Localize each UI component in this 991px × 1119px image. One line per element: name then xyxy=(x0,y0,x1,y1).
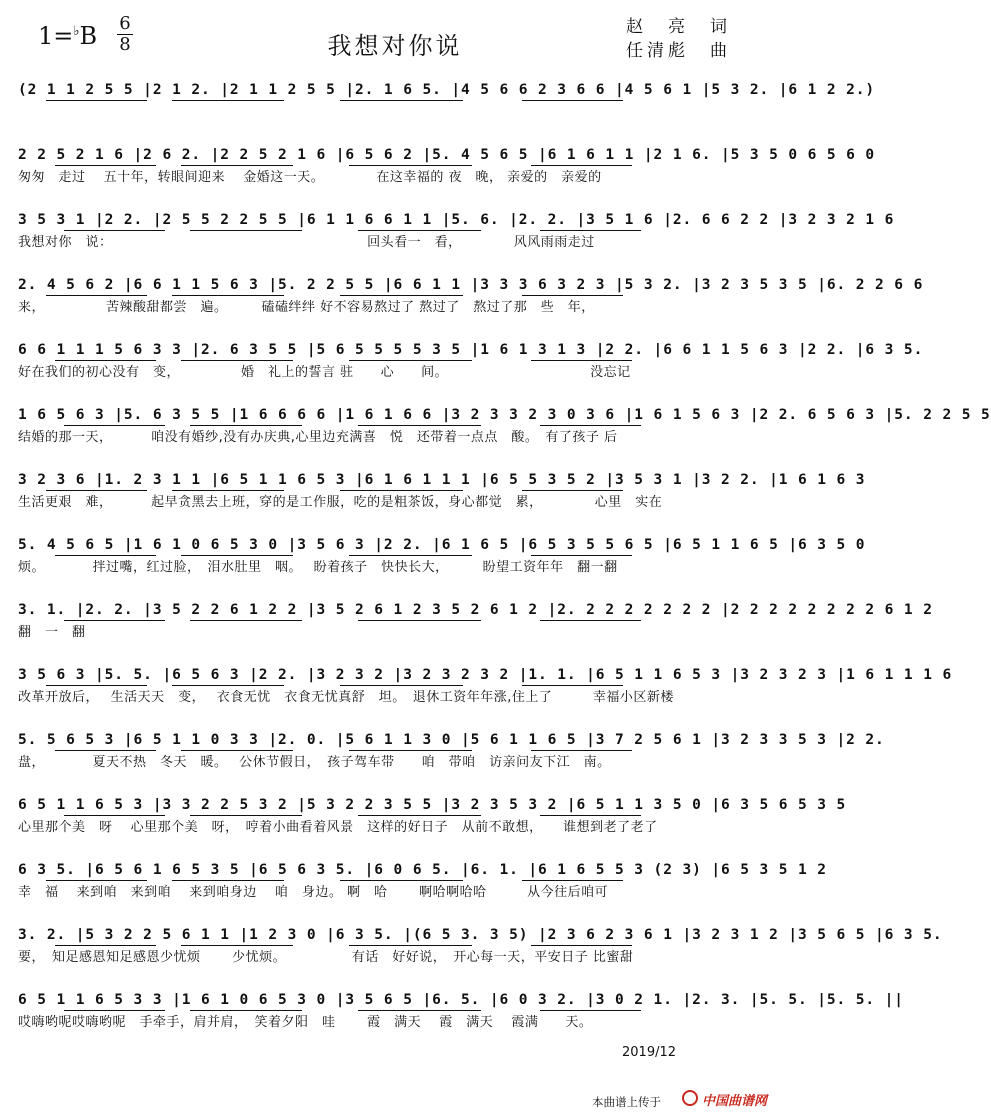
beam-line xyxy=(46,490,147,491)
time-signature-bottom: 8 xyxy=(119,34,131,55)
score-system xyxy=(18,858,827,923)
lyricist-credit: 赵 亮 词 xyxy=(626,17,731,37)
beam-line xyxy=(340,490,463,491)
beam-line xyxy=(340,880,463,881)
beam-line xyxy=(190,425,302,426)
beam-line xyxy=(540,425,641,426)
beam-line xyxy=(55,555,156,556)
site-name-link[interactable]: 中国曲谱网 xyxy=(702,1094,768,1109)
beam-line xyxy=(46,685,147,686)
beam-line xyxy=(190,620,302,621)
beam-line xyxy=(349,945,472,946)
beam-line xyxy=(181,165,293,166)
beam-line xyxy=(64,230,165,231)
beam-line xyxy=(349,555,472,556)
lyric-line: 盘， 夏天不热 冬天 暖。 公休节假日， 孩子驾车带 咱 带咱 访亲问友下江 南。 xyxy=(18,755,611,770)
lyric-line xyxy=(18,102,778,124)
beam-line xyxy=(531,750,632,751)
notation-line: 5. 4 5 6 5 |1 6 1 0 6 5 3 0 |3 5 6 3 |2 2. |6 1 6 5 |6 5 3 5 5 6 5 |6 5 1 1 6 5 |6 3 5 0 xyxy=(18,537,866,553)
lyric-line: 烦。 拌过嘴，红过脸， 泪水肚里 咽。 盼着孩子 快快长大， 盼望工资年年 翻一翻 xyxy=(18,560,618,575)
lyric-line: 改革开放后， 生活天天 变， 衣食无忧 衣食无忧真舒 坦。 退休工资年年涨,住上了 幸福小区新楼 xyxy=(18,690,674,705)
lyric-line: 生活更艰 难， 起早贪黑去上班，穿的是工作服，吃的是粗茶饭，身心都觉 累， 心里 实在 xyxy=(18,495,663,510)
score-system xyxy=(18,338,924,403)
score-system xyxy=(18,663,953,728)
beam-line xyxy=(340,295,463,296)
beam-line xyxy=(55,165,156,166)
site-logo-icon xyxy=(682,1090,698,1106)
beam-line xyxy=(172,685,284,686)
beam-line xyxy=(358,815,481,816)
beam-line xyxy=(531,945,632,946)
time-signature-top: 6 xyxy=(119,13,131,34)
composer-credit: 任清彪 曲 xyxy=(626,41,731,61)
beam-line xyxy=(190,815,302,816)
score-system xyxy=(18,403,991,468)
beam-line xyxy=(64,1010,165,1011)
beam-line xyxy=(190,230,302,231)
lyric-line: 来， 苦辣酸甜都尝 遍。 磕磕绊绊 好不容易熬过了 熬过了 熬过了那 些 年， xyxy=(18,300,595,315)
song-title: 我想对你说 xyxy=(327,32,463,60)
notation-line: 3 2 3 6 |1. 2 3 1 1 |6 5 1 1 6 5 3 |6 1 6 1 1 1 |6 5 5 3 5 2 |3 5 3 1 |3 2 2. |1 6 1 6 3 xyxy=(18,472,866,488)
beam-line xyxy=(349,360,472,361)
beam-line xyxy=(522,490,623,491)
beam-line xyxy=(46,295,147,296)
beam-line xyxy=(55,360,156,361)
beam-line xyxy=(190,1010,302,1011)
beam-line xyxy=(55,945,156,946)
beam-line xyxy=(64,425,165,426)
score-system xyxy=(18,988,904,1053)
beam-line xyxy=(172,100,284,101)
lyric-line: 好在我们的初心没有 变， 婚 礼上的誓言 驻 心 间。 没忘记 xyxy=(18,365,631,380)
score-system xyxy=(18,468,866,533)
notation-line: 5. 5 6 5 3 |6 5 1 1 0 3 3 |2. 0. |5 6 1 1 3 0 |5 6 1 1 6 5 |3 7 2 5 6 1 |3 2 3 3 5 3 |2 2. xyxy=(18,732,885,748)
beam-line xyxy=(181,555,293,556)
score-system xyxy=(18,923,943,988)
notation-line: (2 1 1 2 5 5 |2 1 2. |2 1 1 2 5 5 |2. 1 6 5. |4 5 6 6 2 3 6 6 |4 5 6 1 |5 3 2. |6 1 2 2.) xyxy=(18,82,876,98)
score-system xyxy=(18,273,924,338)
beam-line xyxy=(172,490,284,491)
score-system xyxy=(18,533,866,598)
score-system xyxy=(18,78,876,143)
beam-line xyxy=(522,880,623,881)
score-system xyxy=(18,208,895,273)
beam-line xyxy=(349,165,472,166)
beam-line xyxy=(540,1010,641,1011)
score-system xyxy=(18,598,933,663)
lyric-line: 要， 知足感恩知足感恩少忧烦 少忧烦。 有话 好好说， 开心每一天，平安日子 比蜜甜 xyxy=(18,950,634,965)
beam-line xyxy=(358,230,481,231)
date-stamp: 2019/12 xyxy=(622,1045,677,1060)
lyric-line: 哎嗨哟呢哎嗨哟呢 手牵手，肩并肩， 笑着夕阳 哇 霞 满天 霞 满天 霞满 天。 xyxy=(18,1015,593,1030)
score-system xyxy=(18,728,885,793)
notation-line: 3. 2. |5 3 2 2 5 6 1 1 |1 2 3 0 |6 3 5. |(6 5 3. 3 5) |2 3 6 2 3 6 1 |3 2 3 1 2 |3 5 6 5 |6 3 5. xyxy=(18,927,943,943)
upload-source-text: 本曲谱上传于 xyxy=(592,1095,661,1109)
beam-line xyxy=(531,360,632,361)
beam-line xyxy=(358,425,481,426)
notation-line: 6 6 1 1 1 5 6 3 3 |2. 6 3 5 5 |5 6 5 5 5 5 3 5 |1 6 1 3 1 3 |2 2. |6 6 1 1 5 6 3 |2 2. |6 3 5. xyxy=(18,342,924,358)
beam-line xyxy=(540,230,641,231)
lyric-line: 结婚的那一天， 咱没有婚纱,没有办庆典,心里边充满喜 悦 还带着一点点 酸。 有了孩子 后 xyxy=(18,430,618,445)
lyric-line: 我想对你 说： 回头看一 看， 风风雨雨走过 xyxy=(18,235,595,250)
notation-line: 2 2 5 2 1 6 |2 6 2. |2 2 5 2 1 6 |6 5 6 2 |5. 4 5 6 5 |6 1 6 1 1 |2 1 6. |5 3 5 0 6 5 6 0 xyxy=(18,147,876,163)
notation-line: 3 5 3 1 |2 2. |2 5 5 2 2 5 5 |6 1 1 6 6 1 1 |5. 6. |2. 2. |3 5 1 6 |2. 6 6 2 2 |3 2 3 2 1 6 xyxy=(18,212,895,228)
notation-line: 6 5 1 1 6 5 3 3 |1 6 1 0 6 5 3 0 |3 5 6 5 |6. 5. |6 0 3 2. |3 0 2 1. |2. 3. |5. 5. |5. 5. || xyxy=(18,992,904,1008)
notation-line: 3 5 6 3 |5. 5. |6 5 6 3 |2 2. |3 2 3 2 |3 2 3 2 3 2 |1. 1. |6 5 1 1 6 5 3 |3 2 3 2 3 |1 6 1 1 1 6 xyxy=(18,667,953,683)
beam-line xyxy=(340,100,463,101)
key-signature: 1=♭B xyxy=(38,22,98,50)
beam-line xyxy=(522,685,623,686)
notation-line: 1 6 5 6 3 |5. 6 3 5 5 |1 6 6 6 6 |1 6 1 6 6 |3 2 3 3 2 3 0 3 6 |1 6 1 5 6 3 |2 2. 6 5 6 3 |5. 2 2 5 5 xyxy=(18,407,991,423)
score-system xyxy=(18,143,876,208)
beam-line xyxy=(181,945,293,946)
beam-line xyxy=(358,1010,481,1011)
beam-line xyxy=(172,880,284,881)
notation-line: 6 5 1 1 6 5 3 |3 3 2 2 5 3 2 |5 3 2 2 3 5 5 |3 2 3 5 3 2 |6 5 1 1 3 5 0 |6 3 5 6 5 3 5 xyxy=(18,797,847,813)
beam-line xyxy=(55,750,156,751)
beam-line xyxy=(46,880,147,881)
beam-line xyxy=(172,295,284,296)
beam-line xyxy=(181,750,293,751)
score-system xyxy=(18,793,847,858)
lyric-line: 翻 一 翻 xyxy=(18,625,86,640)
beam-line xyxy=(181,360,293,361)
notation-line: 3. 1. |2. 2. |3 5 2 2 6 1 2 2 |3 5 2 6 1 2 3 5 2 6 1 2 |2. 2 2 2 2 2 2 2 |2 2 2 2 2 2 2 2 6 1 2 xyxy=(18,602,933,618)
beam-line xyxy=(522,295,623,296)
beam-line xyxy=(64,620,165,621)
notation-line: 6 3 5. |6 5 6 1 6 5 3 5 |6 5 6 3 5. |6 0 6 5. |6. 1. |6 1 6 5 5 3 (2 3) |6 5 3 5 1 2 xyxy=(18,862,827,878)
beam-line xyxy=(540,620,641,621)
lyric-line: 幸 福 来到咱 来到咱 来到咱身边 咱 身边。 啊 哈 啊哈啊哈哈 从今往后咱可 xyxy=(18,885,609,900)
lyric-line: 心里那个美 呀 心里那个美 呀， 哼着小曲看着风景 这样的好日子 从前不敢想， 谁想到老了老了 xyxy=(18,820,658,835)
score xyxy=(18,78,991,1053)
beam-line xyxy=(522,100,623,101)
beam-line xyxy=(64,815,165,816)
beam-line xyxy=(531,165,632,166)
beam-line xyxy=(531,555,632,556)
beam-line xyxy=(540,815,641,816)
beam-line xyxy=(349,750,472,751)
beam-line xyxy=(46,100,147,101)
notation-line: 2. 4 5 6 2 |6 6 1 1 5 6 3 |5. 2 2 5 5 |6 6 1 1 |3 3 3 6 3 2 3 |5 3 2. |3 2 3 5 3 5 |6. 2 2 6 6 xyxy=(18,277,924,293)
beam-line xyxy=(340,685,463,686)
beam-line xyxy=(358,620,481,621)
lyric-line: 匆匆 走过 五十年，转眼间迎来 金婚这一天。 在这幸福的 夜 晚， 亲爱的 亲爱的 xyxy=(18,170,602,185)
